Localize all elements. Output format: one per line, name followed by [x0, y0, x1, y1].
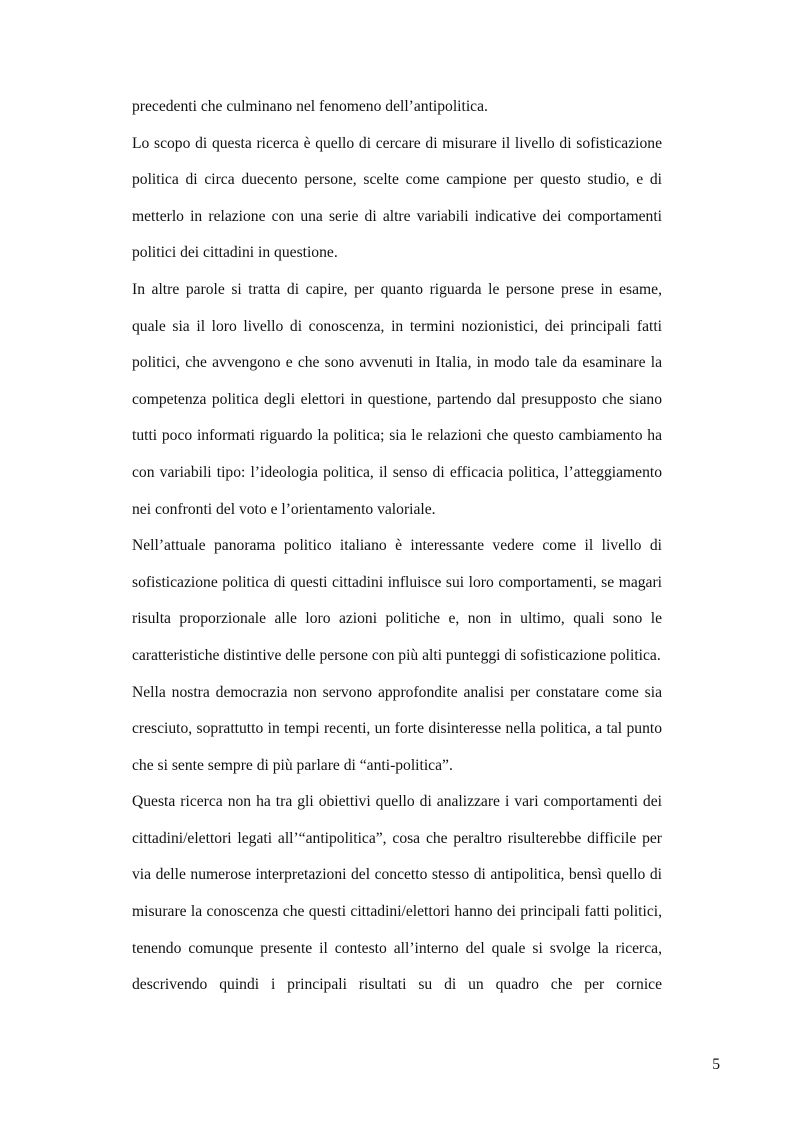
paragraph-6: Questa ricerca non ha tra gli obiettivi quello di analizzare i vari comportamenti dei cittadini/elettori legati all’“antipolitica”, cosa che peraltro risulterebbe difficile per via delle numerose interpretazioni del concetto stesso di antipolitica, bensì quello di misurare la conoscenza che questi cittadini/elettori hanno dei principali fatti politici, tenendo comunque presente il contesto all’interno del quale si svolge la ricerca, descrivendo quindi i principali risultati su di un quadro che per cornice — [132, 793, 662, 994]
paragraph-4: Nell’attuale panorama politico italiano è interessante vedere come il livello di sofisticazione politica di questi cittadini influisce sui loro comportamenti, se magari risulta proporzionale alle loro azioni politiche e, non in ultimo, quali sono le caratteristiche distintive delle persone con più alti punteggi di sofisticazione politica. — [132, 537, 662, 664]
paragraph-5: Nella nostra democrazia non servono approfondite analisi per constatare come sia cresciuto, soprattutto in tempi recenti, un forte disinteresse nella politica, a tal punto che si sente sempre di più parlare di “anti-politica”. — [132, 683, 662, 774]
paragraph-1: precedenti che culminano nel fenomeno dell’antipolitica. — [132, 98, 488, 115]
paragraph-2: Lo scopo di questa ricerca è quello di cercare di misurare il livello di sofisticazione politica di circa duecento persone, scelte come campione per questo studio, e di metterlo in relazione con una serie di altre variabili indicative dei comportamenti politici dei cittadini in questione. — [132, 134, 662, 262]
page-number: 5 — [712, 1056, 720, 1073]
body-text — [132, 89, 662, 1004]
paragraph-3: In altre parole si tratta di capire, per quanto riguarda le persone prese in esame, quale sia il loro livello di conoscenza, in termini nozionistici, dei principali fatti politici, che avvengono e che sono avvenuti in Italia, in modo tale da esaminare la competenza politica degli elettori in questione, partendo dal presupposto che siano tutti poco informati riguardo la politica; sia le relazioni che questo cambiamento ha con variabili tipo: l’ideologia politica, il senso di efficacia politica, l’atteggiamento nei confronti del voto e l’orientamento valoriale. — [132, 280, 662, 518]
